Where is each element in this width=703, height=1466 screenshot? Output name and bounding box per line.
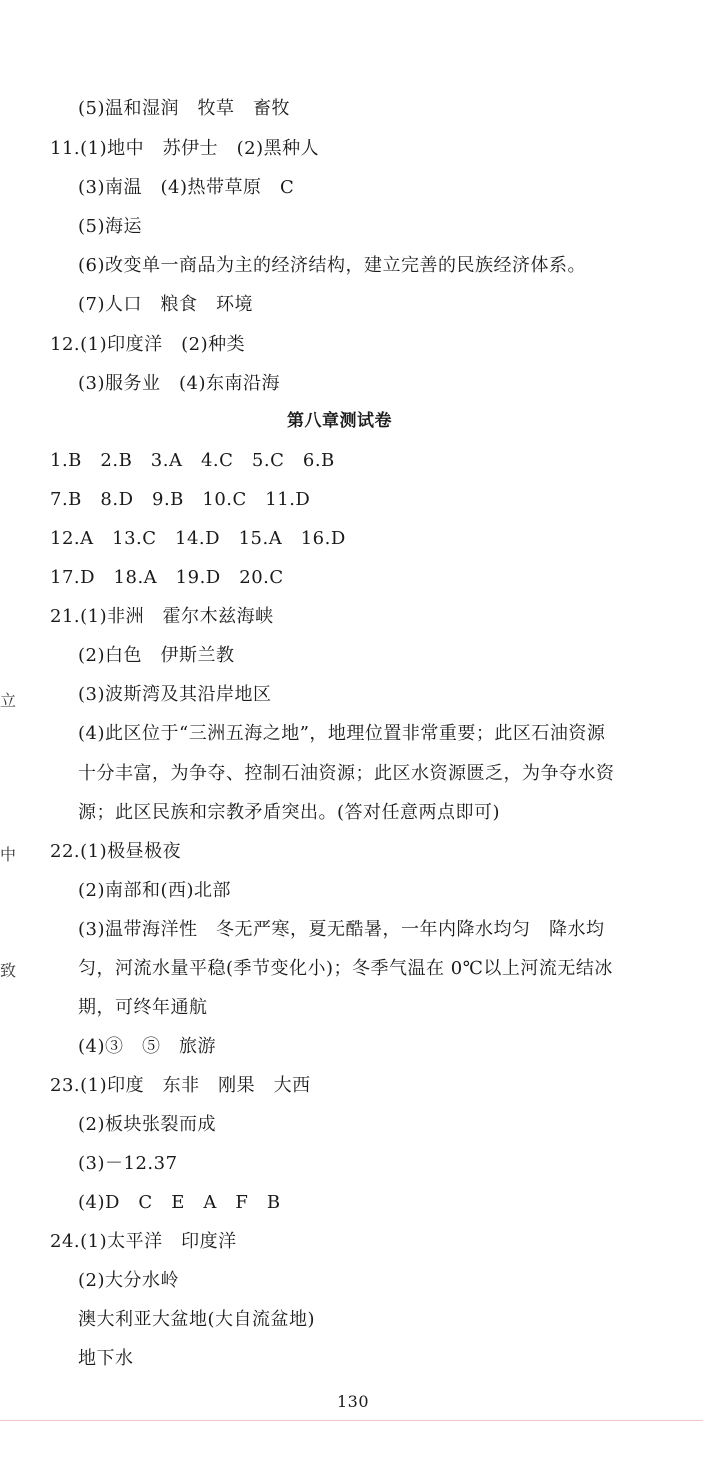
answer-line: 源；此区民族和宗教矛盾突出。(答对任意两点即可) — [78, 802, 501, 823]
answer-line: (2)南部和(西)北部 — [78, 880, 232, 901]
answer-line: 12.(1)印度洋 (2)种类 — [50, 334, 246, 355]
answer-line: 12.A 13.C 14.D 15.A 16.D — [50, 528, 346, 549]
answer-line: (7)人口 粮食 环境 — [78, 294, 253, 315]
page-number: 130 — [337, 1392, 370, 1411]
answer-line: (6)改变单一商品为主的经济结构，建立完善的民族经济体系。 — [78, 255, 586, 276]
answer-line: 22.(1)极昼极夜 — [50, 841, 182, 862]
edge-mark: 致 — [0, 961, 17, 980]
answer-line: 匀，河流水量平稳(季节变化小)；冬季气温在 0℃以上河流无结冰 — [78, 958, 613, 979]
answer-line: 21.(1)非洲 霍尔木兹海峡 — [50, 606, 274, 627]
answer-line: 17.D 18.A 19.D 20.C — [50, 567, 284, 588]
answer-line: (4)③ ⑤ 旅游 — [78, 1036, 216, 1057]
answer-line: (3)－12.37 — [78, 1153, 178, 1174]
answer-line: (5)海运 — [78, 216, 142, 237]
answer-line: 1.B 2.B 3.A 4.C 5.C 6.B — [50, 450, 335, 471]
answer-line: (3)波斯湾及其沿岸地区 — [78, 684, 272, 705]
answer-line: (4)此区位于“三洲五海之地”，地理位置非常重要；此区石油资源 — [78, 723, 606, 744]
edge-mark: 中 — [0, 845, 17, 864]
answer-line: 期，可终年通航 — [78, 997, 208, 1018]
answer-line: 地下水 — [78, 1348, 134, 1369]
answer-line: (3)服务业 (4)东南沿海 — [78, 373, 280, 394]
answer-line: 7.B 8.D 9.B 10.C 11.D — [50, 489, 311, 510]
answer-line: (2)白色 伊斯兰教 — [78, 645, 235, 666]
answer-line: 澳大利亚大盆地(大自流盆地) — [78, 1309, 316, 1330]
answer-line: (2)大分水岭 — [78, 1270, 179, 1291]
answer-line: 24.(1)太平洋 印度洋 — [50, 1231, 237, 1252]
answer-line: (4)D C E A F B — [78, 1192, 281, 1213]
edge-mark: 立 — [0, 691, 17, 710]
answer-line: 11.(1)地中 苏伊士 (2)黑种人 — [50, 138, 320, 159]
answer-line: (2)板块张裂而成 — [78, 1114, 216, 1135]
answer-line: (5)温和湿润 牧草 畜牧 — [78, 98, 290, 119]
section-title: 第八章测试卷 — [287, 411, 392, 431]
answer-line: 十分丰富，为争夺、控制石油资源；此区水资源匮乏，为争夺水资 — [78, 763, 615, 784]
answer-line: (3)温带海洋性 冬无严寒，夏无酷暑，一年内降水均匀 降水均 — [78, 919, 605, 940]
bottom-rule — [0, 1420, 703, 1421]
answer-line: 23.(1)印度 东非 刚果 大西 — [50, 1075, 311, 1096]
answer-line: (3)南温 (4)热带草原 C — [78, 177, 295, 198]
